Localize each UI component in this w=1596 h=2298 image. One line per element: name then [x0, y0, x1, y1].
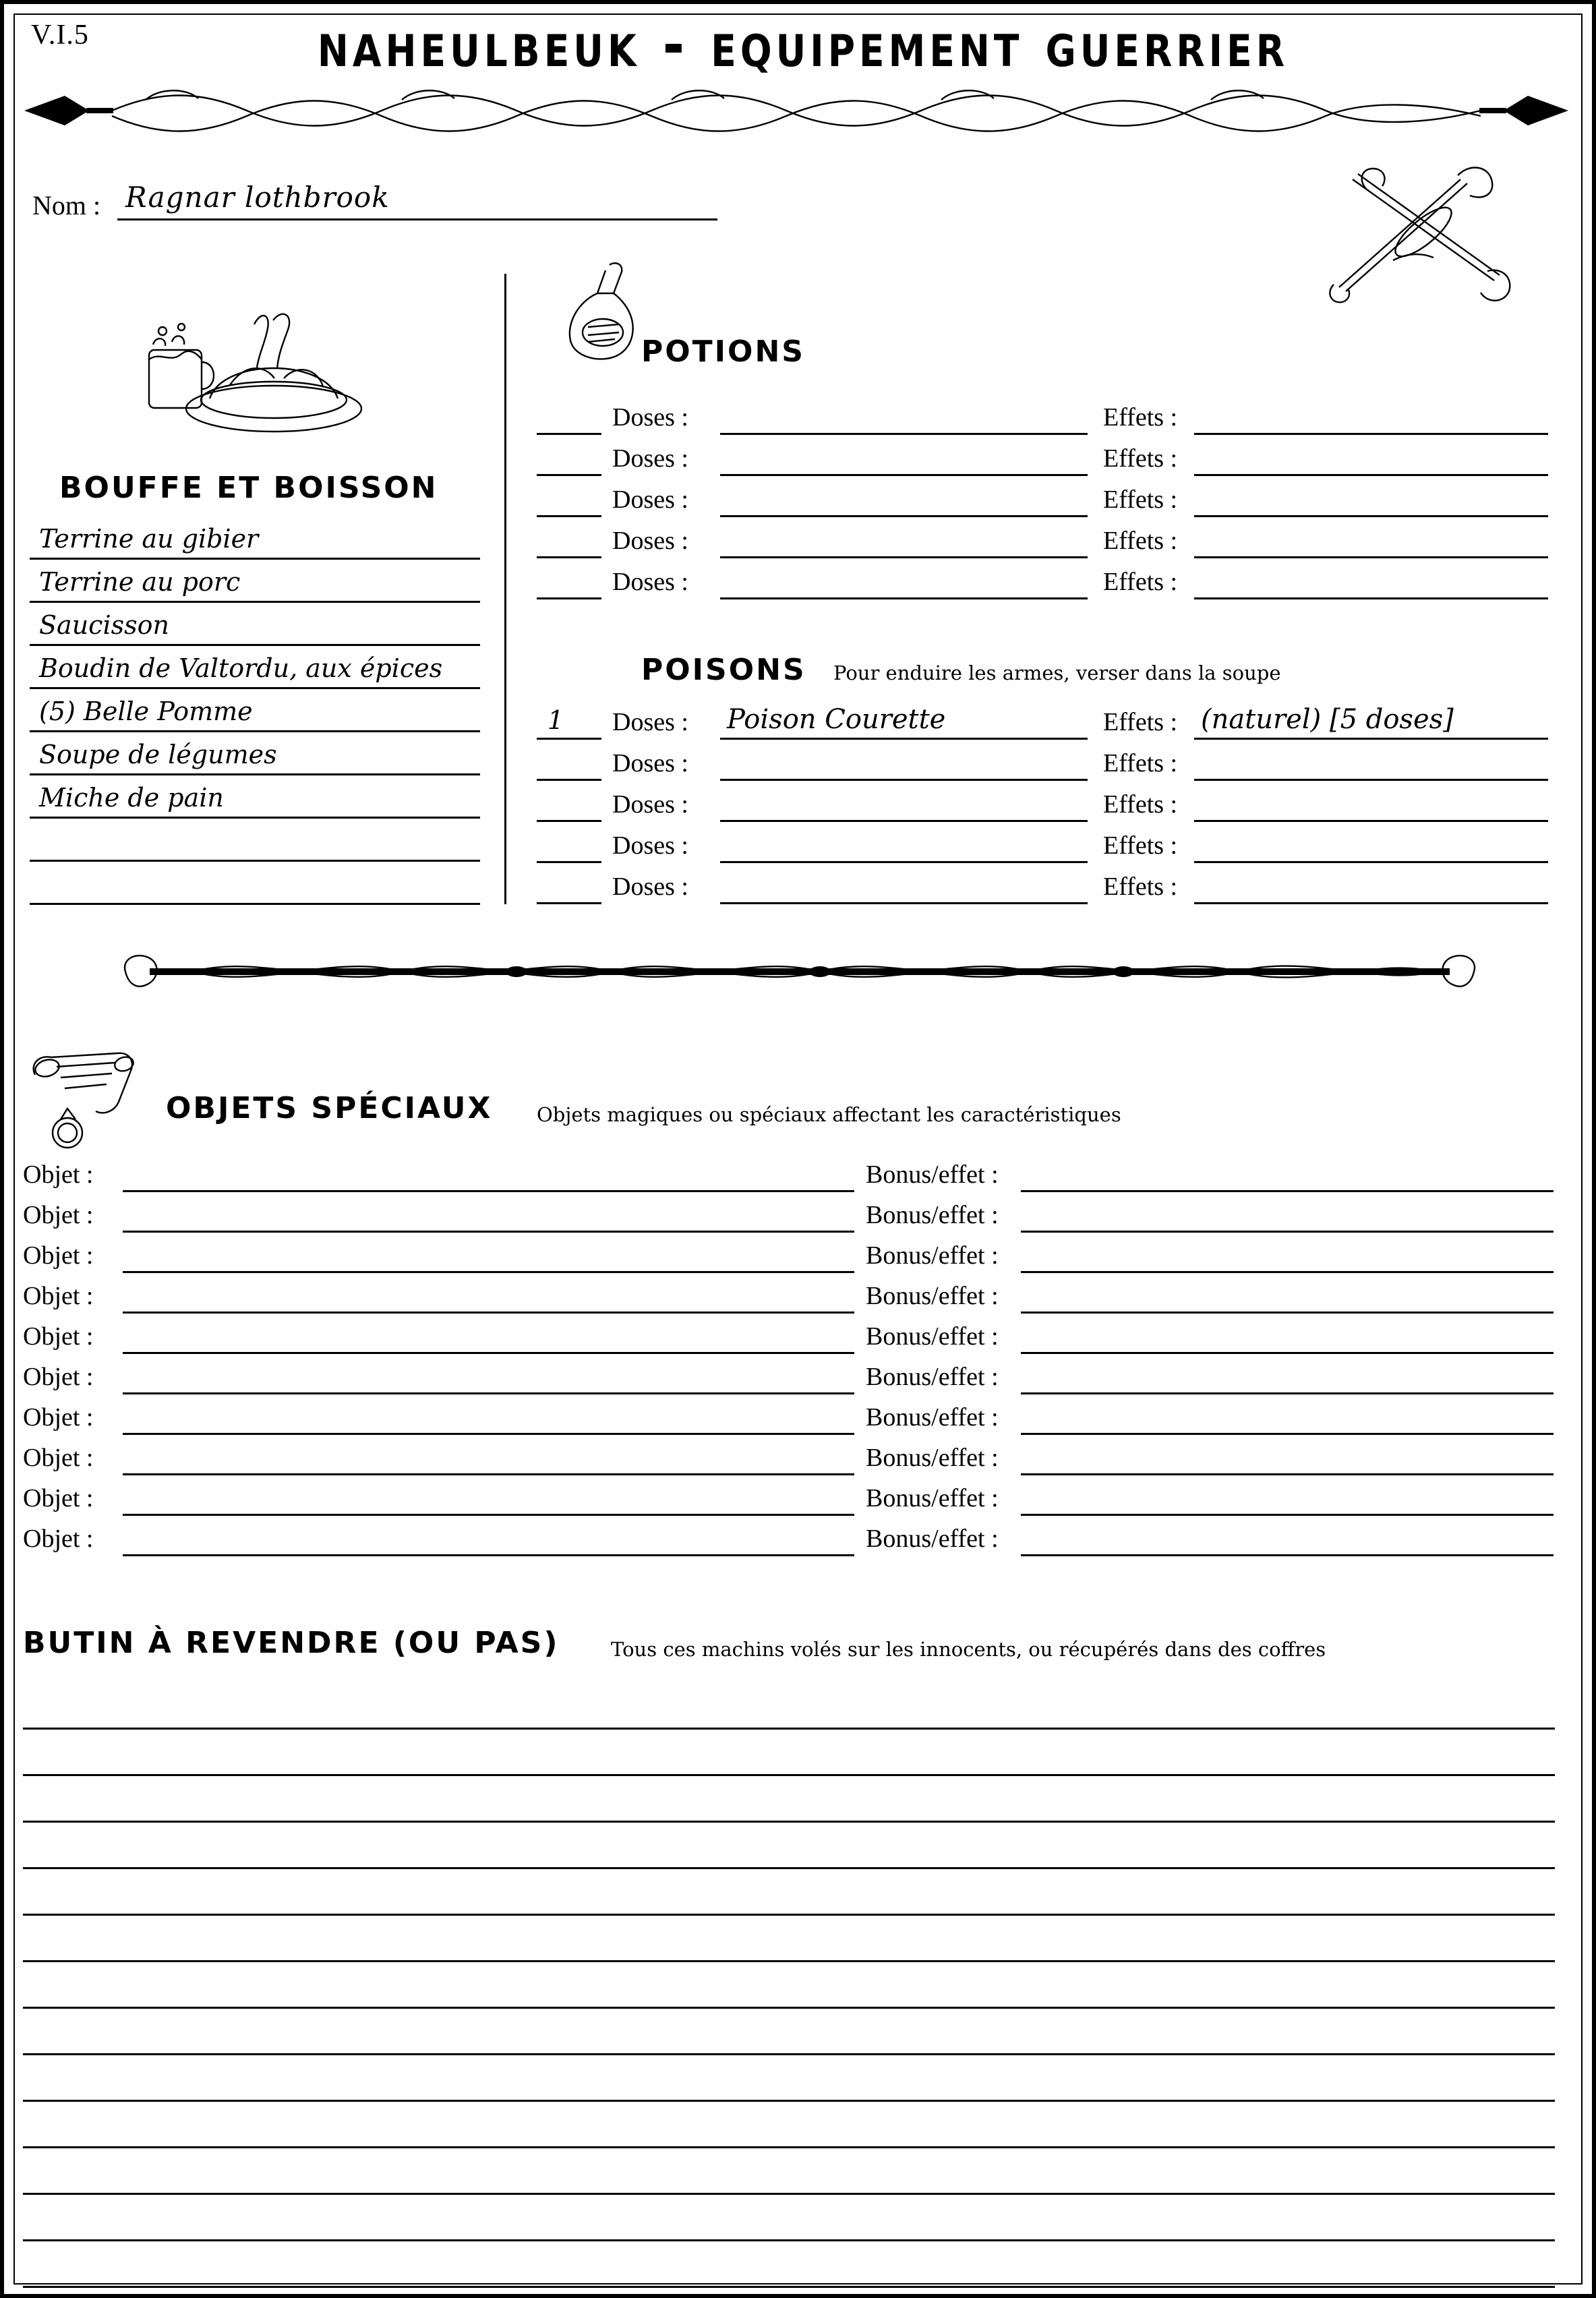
name-value[interactable]: Ragnar lothbrook [125, 181, 390, 214]
effects-label: Effets : [1103, 568, 1178, 596]
poison-name-value: Poison Courette [727, 704, 946, 735]
bonus-label: Bonus/effet : [866, 1322, 999, 1351]
table-row[interactable] [537, 558, 1555, 599]
objet-field[interactable] [123, 1240, 854, 1273]
table-row[interactable] [23, 1273, 1554, 1314]
potion-name-field[interactable] [720, 565, 1088, 599]
effects-label: Effets : [1103, 873, 1178, 901]
poison-effect-field[interactable] [1194, 870, 1548, 904]
special-objects-heading: OBJETS SPÉCIAUX [166, 1091, 493, 1125]
loot-line[interactable] [23, 1869, 1555, 1916]
objet-label: Objet : [23, 1282, 94, 1310]
objet-field[interactable] [123, 1402, 854, 1435]
effects-label: Effets : [1103, 485, 1178, 514]
doses-label: Doses : [612, 527, 688, 555]
loot-line[interactable] [23, 1823, 1555, 1869]
spear-vine-divider-icon [24, 84, 1568, 138]
objet-field[interactable] [123, 1523, 854, 1556]
effects-label: Effets : [1103, 403, 1178, 432]
staff-divider-icon [112, 948, 1487, 995]
bonus-label: Bonus/effet : [866, 1201, 999, 1229]
scroll-ring-icon [23, 1037, 151, 1158]
list-item[interactable] [30, 775, 480, 819]
table-row[interactable] [537, 435, 1555, 476]
poison-name-field[interactable] [720, 705, 1088, 740]
potion-effect-field[interactable] [1194, 442, 1548, 476]
table-row[interactable] [23, 1475, 1554, 1516]
poison-effect-value: (naturel) [5 doses] [1201, 704, 1454, 735]
bonus-field[interactable] [1021, 1280, 1554, 1314]
poison-name-field[interactable] [720, 788, 1088, 822]
objet-label: Objet : [23, 1444, 94, 1472]
food-item-value: (5) Belle Pomme [39, 697, 253, 726]
loot-line[interactable] [23, 1776, 1555, 1823]
objet-label: Objet : [23, 1403, 94, 1432]
bonus-field[interactable] [1021, 1240, 1554, 1273]
poison-effect-field[interactable] [1194, 746, 1548, 781]
bonus-field[interactable] [1021, 1200, 1554, 1233]
poisons-section-heading: POISONS [641, 653, 806, 687]
effects-label: Effets : [1103, 749, 1178, 777]
food-item-value: Saucisson [39, 610, 169, 640]
loot-line[interactable] [23, 2195, 1555, 2241]
table-row[interactable] [537, 863, 1555, 904]
doses-label: Doses : [612, 790, 688, 819]
table-row[interactable] [537, 394, 1555, 435]
objet-field[interactable] [123, 1361, 854, 1394]
table-row[interactable] [23, 1516, 1554, 1556]
potion-qty-field[interactable] [537, 565, 601, 599]
objet-label: Objet : [23, 1241, 94, 1270]
name-field-line[interactable] [117, 218, 717, 220]
bonus-label: Bonus/effet : [866, 1282, 999, 1310]
objet-field[interactable] [123, 1483, 854, 1516]
objet-field[interactable] [123, 1200, 854, 1233]
poison-qty-field[interactable] [537, 746, 601, 781]
doses-label: Doses : [612, 708, 688, 736]
food-item-value: Terrine au gibier [39, 524, 259, 554]
loot-line[interactable] [23, 2288, 1555, 2298]
loot-section-subtitle: Tous ces machins volés sur les innocents, ou récupérés dans des coffres [611, 1638, 1326, 1661]
list-item[interactable] [30, 819, 480, 862]
objet-label: Objet : [23, 1363, 94, 1391]
loot-line[interactable] [23, 1683, 1555, 1730]
objet-label: Objet : [23, 1484, 94, 1512]
potion-effect-field[interactable] [1194, 401, 1548, 435]
table-row[interactable] [23, 1192, 1554, 1233]
table-row[interactable] [537, 781, 1555, 822]
objet-field[interactable] [123, 1321, 854, 1354]
food-item-value: Soupe de légumes [39, 740, 277, 769]
loot-line[interactable] [23, 1916, 1555, 1962]
column-divider [504, 274, 506, 904]
special-objects-subtitle: Objets magiques ou spéciaux affectant les caractéristiques [537, 1103, 1121, 1126]
loot-line[interactable] [23, 1962, 1555, 2009]
poisons-section-subtitle: Pour enduire les armes, verser dans la soupe [833, 661, 1281, 684]
potion-name-field[interactable] [720, 442, 1088, 476]
bonus-label: Bonus/effet : [866, 1444, 999, 1472]
poison-name-field[interactable] [720, 829, 1088, 863]
bonus-field[interactable] [1021, 1361, 1554, 1394]
crossed-weapons-icon [1326, 159, 1521, 307]
table-row[interactable] [23, 1394, 1554, 1435]
objet-label: Objet : [23, 1525, 94, 1553]
bonus-label: Bonus/effet : [866, 1241, 999, 1270]
table-row[interactable] [23, 1233, 1554, 1273]
table-row[interactable] [23, 1435, 1554, 1475]
potion-effect-field[interactable] [1194, 483, 1548, 517]
poison-qty-field[interactable] [537, 788, 601, 822]
objet-field[interactable] [123, 1442, 854, 1475]
loot-line[interactable] [23, 2241, 1555, 2288]
list-item[interactable] [30, 517, 480, 560]
table-row[interactable] [537, 740, 1555, 781]
effects-label: Effets : [1103, 527, 1178, 555]
objet-label: Objet : [23, 1160, 94, 1189]
objet-field[interactable] [123, 1280, 854, 1314]
doses-label: Doses : [612, 485, 688, 514]
bonus-field[interactable] [1021, 1523, 1554, 1556]
doses-label: Doses : [612, 444, 688, 473]
bonus-label: Bonus/effet : [866, 1525, 999, 1553]
table-row[interactable] [23, 1354, 1554, 1394]
potions-section-heading: POTIONS [641, 334, 805, 369]
list-item[interactable] [30, 732, 480, 775]
poisons-table [537, 699, 1555, 904]
potion-effect-field[interactable] [1194, 524, 1548, 558]
bonus-field[interactable] [1021, 1402, 1554, 1435]
name-label: Nom : [32, 190, 101, 220]
table-row[interactable] [537, 822, 1555, 863]
bonus-label: Bonus/effet : [866, 1160, 999, 1189]
loot-lines [23, 1683, 1555, 2298]
effects-label: Effets : [1103, 444, 1178, 473]
doses-label: Doses : [612, 831, 688, 860]
poison-qty-value: 1 [548, 705, 564, 735]
objet-label: Objet : [23, 1201, 94, 1229]
table-row[interactable] [537, 517, 1555, 558]
page-title: naheulbeuk - equipement guerrier [317, 9, 1289, 82]
table-row[interactable] [23, 1314, 1554, 1354]
food-platter-icon [129, 284, 385, 439]
bonus-field[interactable] [1021, 1321, 1554, 1354]
list-item[interactable] [30, 560, 480, 603]
bonus-label: Bonus/effet : [866, 1403, 999, 1432]
potion-name-field[interactable] [720, 483, 1088, 517]
potion-name-field[interactable] [720, 401, 1088, 435]
bonus-label: Bonus/effet : [866, 1484, 999, 1512]
poison-qty-field[interactable] [537, 870, 601, 904]
poison-effect-field[interactable] [1194, 705, 1548, 740]
list-item[interactable] [30, 603, 480, 646]
bonus-label: Bonus/effet : [866, 1363, 999, 1391]
food-list [30, 517, 480, 905]
food-item-value: Miche de pain [39, 783, 224, 813]
potion-qty-field[interactable] [537, 442, 601, 476]
poison-effect-field[interactable] [1194, 788, 1548, 822]
doses-label: Doses : [612, 403, 688, 432]
bonus-field[interactable] [1021, 1483, 1554, 1516]
loot-line[interactable] [23, 2055, 1555, 2102]
table-row[interactable] [23, 1152, 1554, 1192]
loot-line[interactable] [23, 2102, 1555, 2148]
bonus-field[interactable] [1021, 1159, 1554, 1192]
loot-line[interactable] [23, 2009, 1555, 2055]
objet-label: Objet : [23, 1322, 94, 1351]
sheet-version: V.I.5 [31, 20, 89, 51]
list-item[interactable] [30, 646, 480, 689]
food-item-value: Terrine au porc [39, 567, 241, 597]
bonus-field[interactable] [1021, 1442, 1554, 1475]
poison-qty-field[interactable] [537, 705, 601, 740]
effects-label: Effets : [1103, 708, 1178, 736]
table-row[interactable] [537, 699, 1555, 740]
poison-name-field[interactable] [720, 746, 1088, 781]
table-row[interactable] [537, 476, 1555, 517]
effects-label: Effets : [1103, 831, 1178, 860]
effects-label: Effets : [1103, 790, 1178, 819]
list-item[interactable] [30, 862, 480, 905]
loot-line[interactable] [23, 1730, 1555, 1776]
potion-name-field[interactable] [720, 524, 1088, 558]
poison-qty-field[interactable] [537, 829, 601, 863]
poison-name-field[interactable] [720, 870, 1088, 904]
special-objects-table [23, 1152, 1554, 1556]
loot-line[interactable] [23, 2148, 1555, 2195]
loot-section-heading: BUTIN À REVENDRE (OU PAS) [23, 1626, 560, 1660]
doses-label: Doses : [612, 749, 688, 777]
potion-qty-field[interactable] [537, 524, 601, 558]
potion-qty-field[interactable] [537, 483, 601, 517]
doses-label: Doses : [612, 873, 688, 901]
objet-field[interactable] [123, 1159, 854, 1192]
potion-qty-field[interactable] [537, 401, 601, 435]
potion-effect-field[interactable] [1194, 565, 1548, 599]
doses-label: Doses : [612, 568, 688, 596]
poison-effect-field[interactable] [1194, 829, 1548, 863]
potions-table [537, 394, 1555, 599]
food-section-heading: BOUFFE ET BOISSON [59, 471, 438, 505]
food-item-value: Boudin de Valtordu, aux épices [39, 653, 443, 683]
list-item[interactable] [30, 689, 480, 732]
